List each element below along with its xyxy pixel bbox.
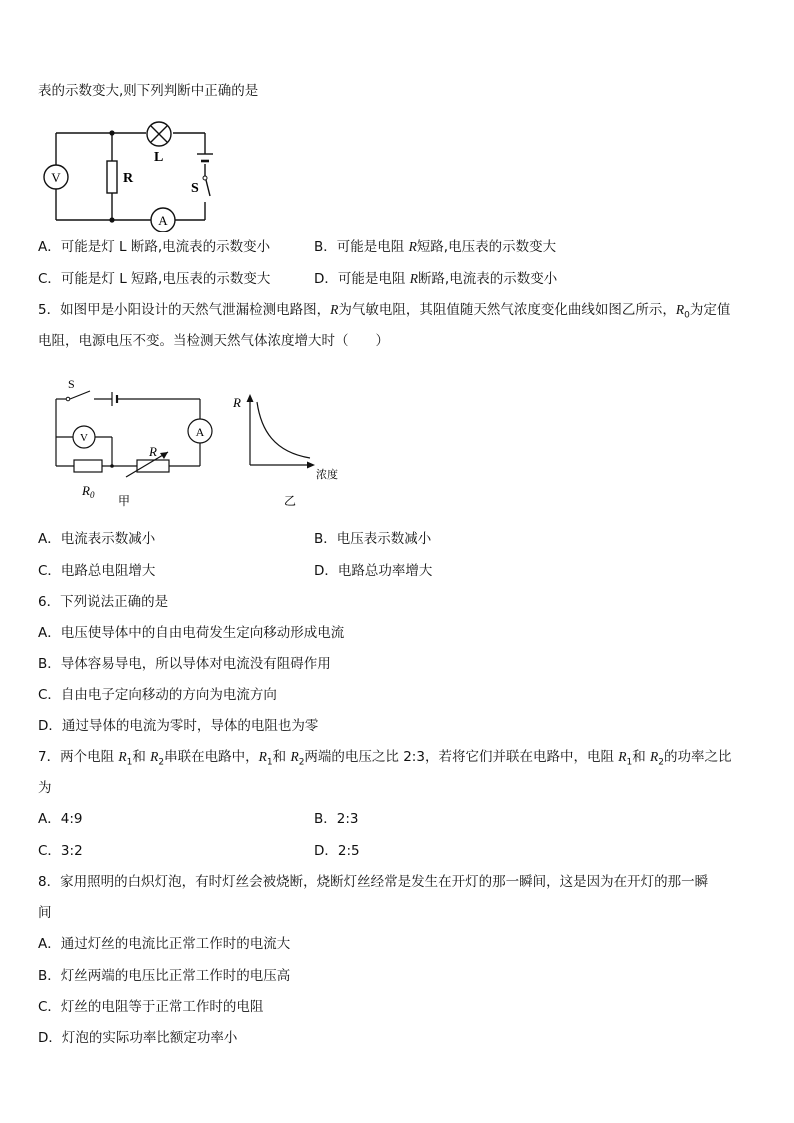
q6-option-d: D．通过导体的电流为零时，导体的电阻也为零 — [38, 718, 319, 734]
q8-option-a: A．通过灯丝的电流比正常工作时的电流大 — [38, 936, 291, 952]
q5-circuit-jia — [52, 374, 224, 510]
q6-option-a: A．电压使导体中的自由电荷发生定向移动形成电流 — [38, 625, 345, 641]
q5-graph-yi — [228, 392, 354, 510]
q4-resistor-label: R — [123, 171, 134, 186]
q6-stem: 6．下列说法正确的是 — [38, 594, 169, 610]
q5-r-label: R — [149, 444, 157, 459]
q6-option-c: C．自由电子定向移动的方向为电流方向 — [38, 687, 277, 703]
q8-option-c: C．灯丝的电阻等于正常工作时的电阻 — [38, 999, 264, 1015]
q4-option-a: A．可能是灯 L 断路,电流表的示数变小 — [38, 239, 271, 255]
q5-option-b: B．电压表示数减小 — [314, 531, 432, 547]
q7-stem-line2: 为 — [38, 780, 52, 796]
q4-lamp-label: L — [154, 150, 164, 165]
q7-option-d: D．2:5 — [314, 843, 360, 859]
q5-voltmeter-label: V — [80, 432, 88, 444]
q8-stem-line1: 8．家用照明的白炽灯泡，有时灯丝会被烧断，烧断灯丝经常是发生在开灯的那一瞬间，这是因为在开灯的那一瞬 — [38, 874, 709, 890]
q4-circuit-diagram — [38, 120, 228, 232]
q6-option-b: B．导体容易导电，所以导体对电流没有阻碍作用 — [38, 656, 331, 672]
q5-graph-ylabel: R — [233, 395, 241, 410]
q4-option-c: C．可能是灯 L 短路,电压表的示数变大 — [38, 271, 271, 287]
q7-option-c: C．3:2 — [38, 843, 83, 859]
q5-caption-yi: 乙 — [284, 494, 297, 508]
q5-r0-label: $R_0$ — [82, 483, 95, 500]
q5-option-a: A．电流表示数减小 — [38, 531, 156, 547]
q4-stem-tail: 表的示数变大,则下列判断中正确的是 — [38, 83, 259, 99]
q5-stem-line1: 5．如图甲是小阳设计的天然气泄漏检测电路图，R为气敏电阻，其阻值随天然气浓度变化曲线如图乙所示，$R_0$为定值 — [38, 302, 731, 321]
q5-stem-line2: 电阻，电源电压不变。当检测天然气体浓度增大时（ ） — [38, 333, 389, 349]
q5-switch-label: S — [68, 377, 75, 391]
q8-option-d: D．灯泡的实际功率比额定功率小 — [38, 1030, 238, 1046]
q4-voltmeter-label: V — [51, 170, 61, 185]
q4-ammeter-label: A — [158, 213, 168, 228]
q7-option-a: A．4:9 — [38, 811, 83, 827]
q4-switch-label: S — [191, 181, 199, 196]
q5-caption-jia: 甲 — [118, 494, 131, 508]
q5-graph-xlabel: 浓度 — [316, 469, 338, 481]
q7-option-b: B．2:3 — [314, 811, 359, 827]
q5-option-d: D．电路总功率增大 — [314, 563, 433, 579]
q8-stem-line2: 间 — [38, 905, 52, 921]
q4-option-d: D．可能是电阻 R断路,电流表的示数变小 — [314, 271, 558, 287]
q5-option-c: C．电路总电阻增大 — [38, 563, 156, 579]
q5-ammeter-label: A — [195, 425, 205, 439]
q4-option-b: B．可能是电阻 R短路,电压表的示数变大 — [314, 239, 557, 255]
q8-option-b: B．灯丝两端的电压比正常工作时的电压高 — [38, 968, 291, 984]
q7-stem-line1: 7．两个电阻 $R_1$和 $R_2$串联在电路中，$R_1$和 $R_2$两端的电压之比 2:3，若将它们并联在电路中，电阻 $R_1$和 $R_2$的功率之比 — [38, 749, 732, 768]
